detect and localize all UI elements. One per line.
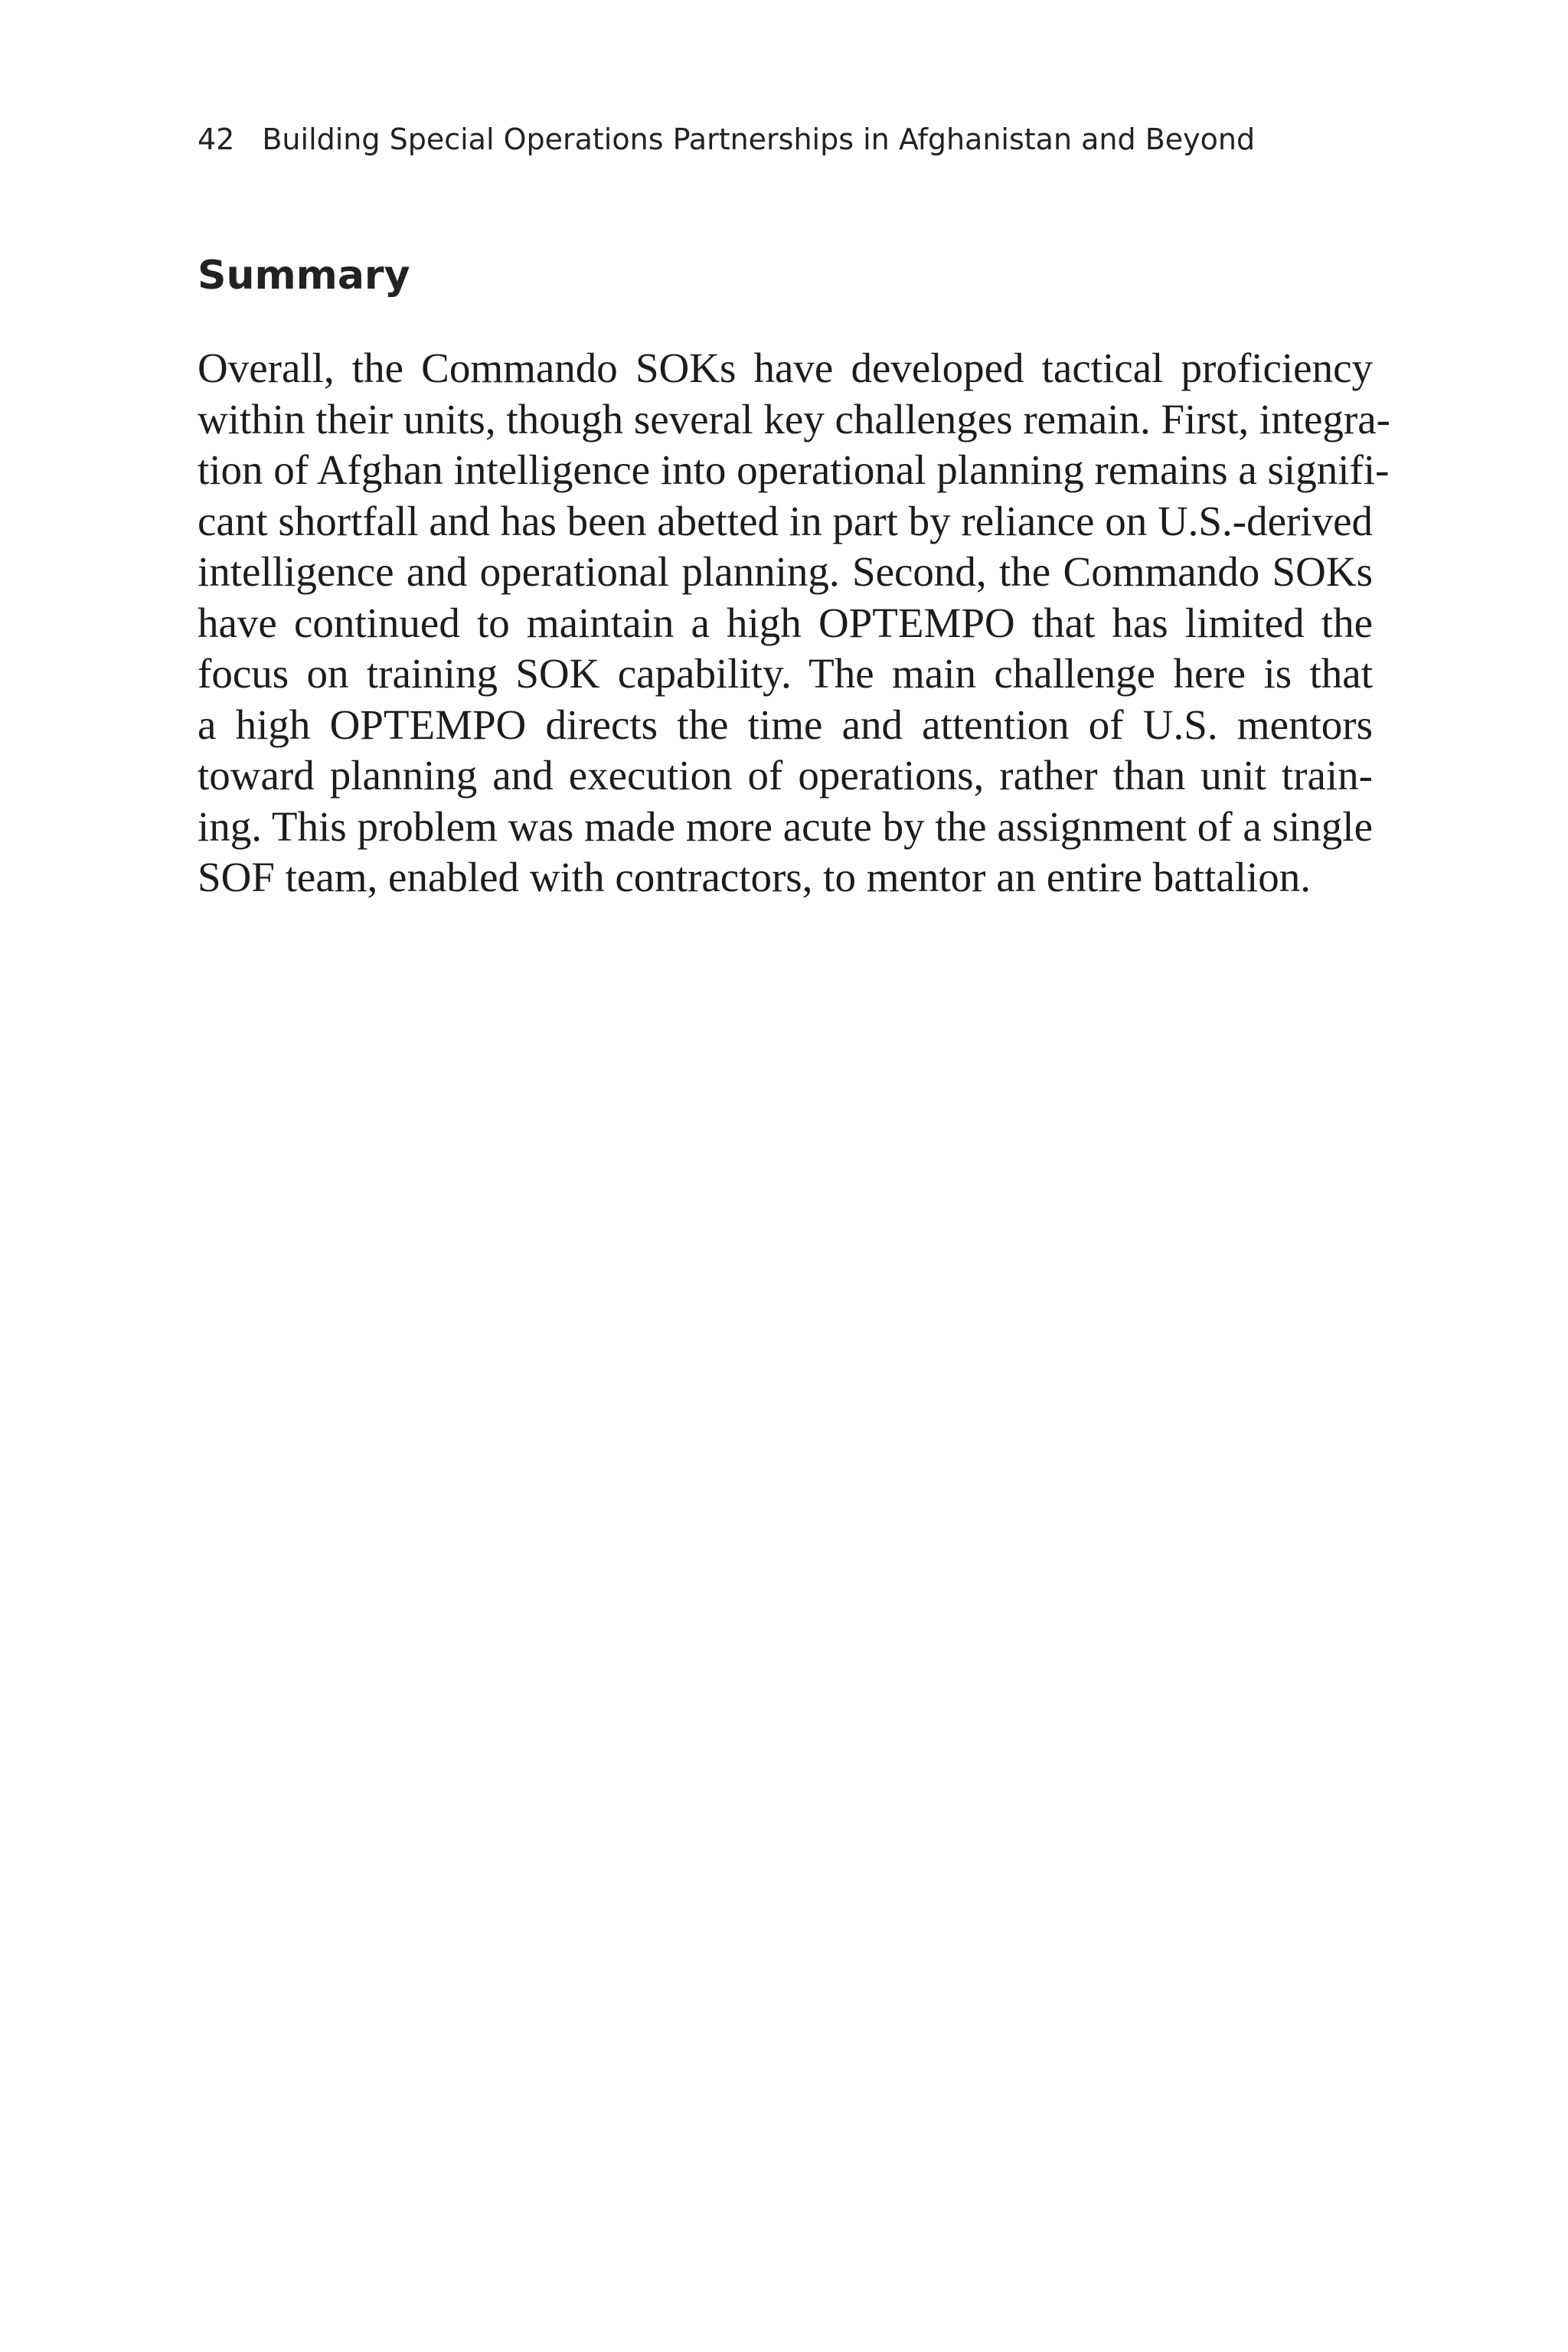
paragraph-line: intelligence and operational planning. Second, the Commando SOKs (198, 548, 1373, 595)
paragraph-line: within their units, though several key challenges remain. First, integra- (198, 395, 1390, 443)
paragraph-line: tion of Afghan intelligence into operational planning remains a signifi- (198, 446, 1390, 493)
paragraph-line: a high OPTEMPO directs the time and attention of U.S. mentors (198, 701, 1373, 748)
paragraph-line: ing. This problem was made more acute by the assignment of a single (198, 802, 1373, 850)
paragraph-line: cant shortfall and has been abetted in part by reliance on U.S.-derived (198, 497, 1373, 544)
paragraph-line: focus on training SOK capability. The main challenge here is that (198, 650, 1373, 697)
running-title: Building Special Operations Partnerships in Afghanistan and Beyond (262, 122, 1256, 156)
section-heading: Summary (198, 253, 410, 299)
paragraph-line: have continued to maintain a high OPTEMPO that has limited the (198, 599, 1373, 646)
paragraph-line: toward planning and execution of operations, rather than unit train- (198, 752, 1373, 799)
summary-paragraph (198, 343, 1390, 903)
page-number: 42 (198, 122, 235, 156)
paragraph-line: Overall, the Commando SOKs have developed tactical proficiency (198, 345, 1373, 391)
paragraph-line: SOF team, enabled with contractors, to mentor an entire battalion. (198, 854, 1312, 900)
running-header (198, 122, 1392, 156)
